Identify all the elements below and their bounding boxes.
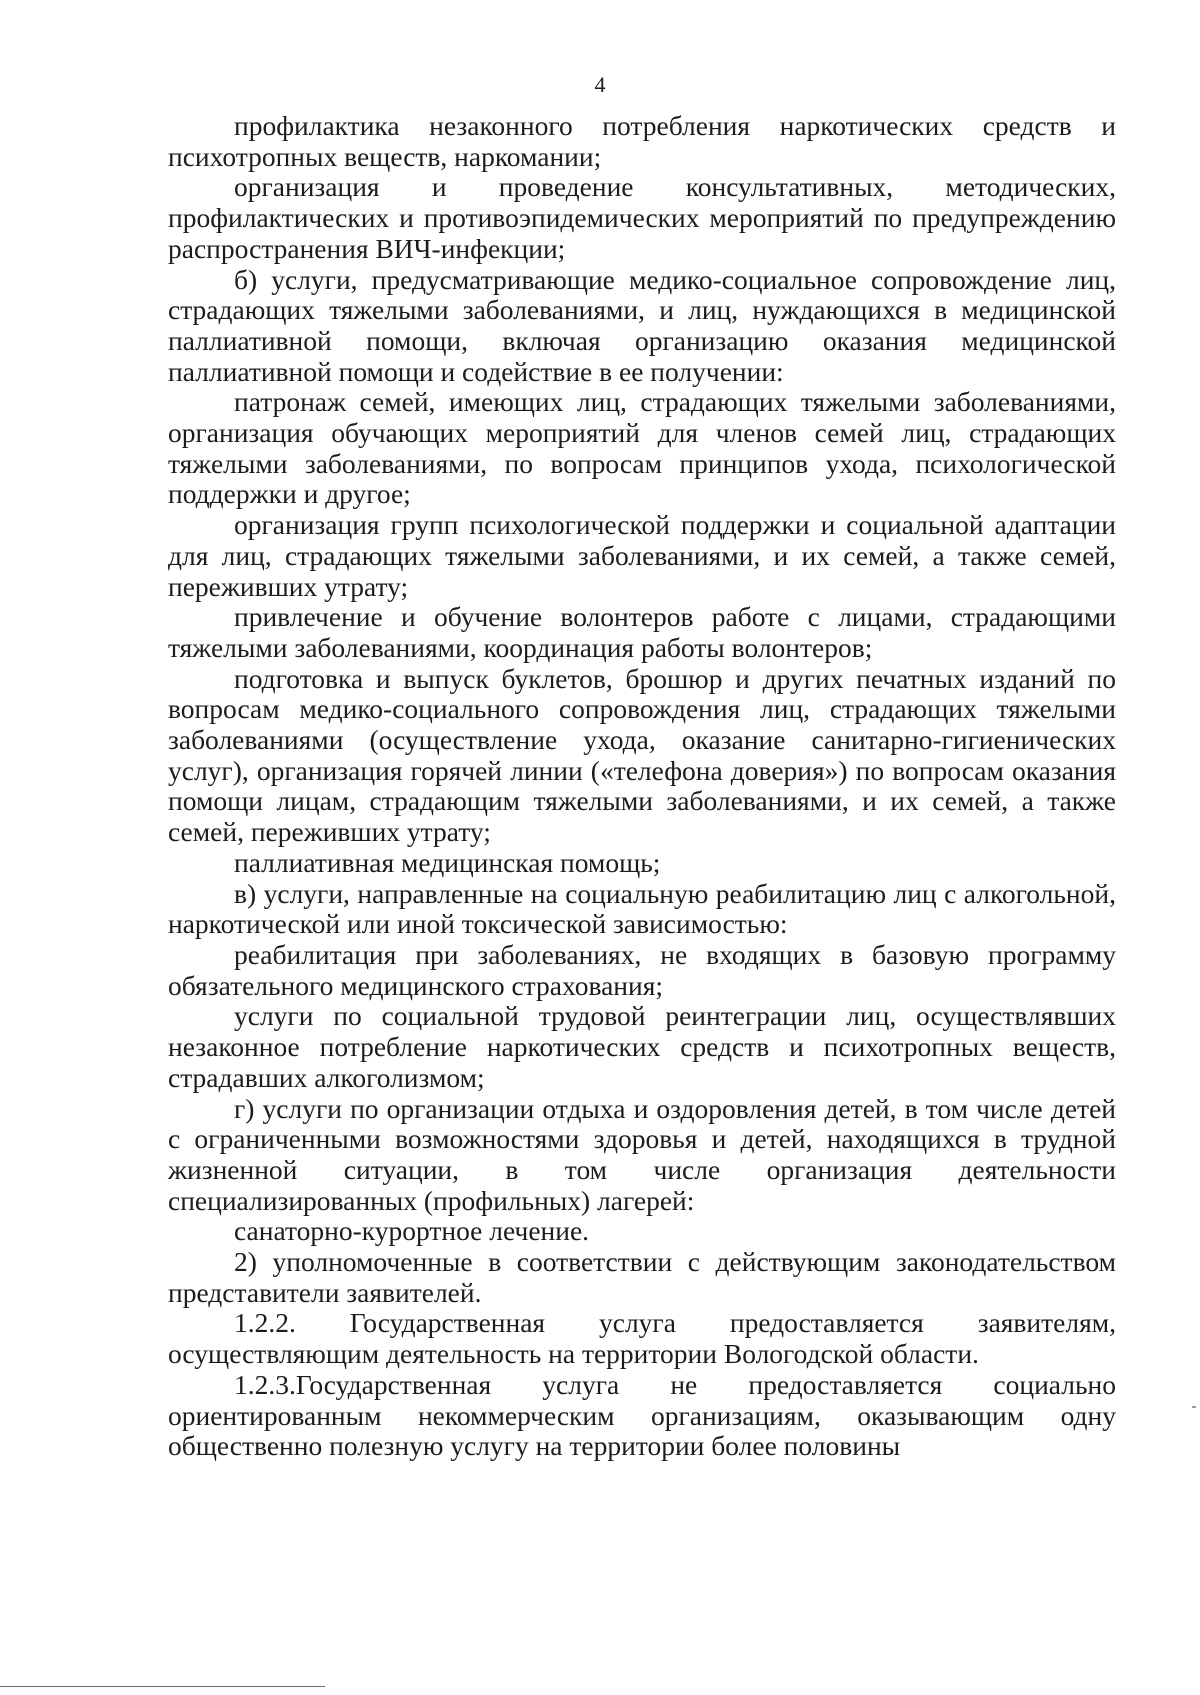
paragraph-1-2-3: 1.2.3.Государственная услуга не предоставляется социально ориентированным некоммерческим организациям, оказывающим одну общественно полезную услугу на территории более половины [168,1368,1116,1462]
paragraph-drug-prevention: профилактика незаконного потребления наркотических средств и психотропных веществ, наркомании; [168,110,1116,172]
document-body [168,111,1116,1462]
footer-rule [0,1686,325,1687]
paragraph-v-rehabilitation: в) услуги, направленные на социальную реабилитацию лиц с алкогольной, наркотической или иной токсической зависимостью: [168,877,1116,940]
paragraph-labor-reintegration: услуги по социальной трудовой реинтеграции лиц, осуществлявших незаконное потребление наркотических средств и психотропных веществ, страдавших алкоголизмом; [168,1000,1116,1093]
paragraph-support-groups: организация групп психологической поддержки и социальной адаптации для лиц, страдающих тяжелыми заболеваниями, и их семей, а также семей, переживших утрату; [168,509,1116,602]
paragraph-g-children-recreation: г) услуги по организации отдыха и оздоровления детей, в том числе детей с ограниченными возможностями здоровья и детей, находящихся в трудной жизненной ситуации, в том числе организация деятельности специализированных (профильных) лагерей: [168,1092,1116,1216]
scan-edge-mark [1192,1406,1196,1408]
paragraph-volunteers: привлечение и обучение волонтеров работе с лицами, страдающими тяжелыми заболеваниями, координация работы волонтеров; [168,601,1116,663]
paragraph-1-2-2: 1.2.2. Государственная услуга предоставляется заявителям, осуществляющим деятельность на территории Вологодской области. [168,1307,1116,1370]
page-number: 4 [594,72,606,97]
paragraph-hiv-prevention: организация и проведение консультативных, методических, профилактических и противоэпидемических мероприятий по предупреждению распространения ВИЧ-инфекции; [168,171,1116,264]
paragraph-booklets-hotline: подготовка и выпуск буклетов, брошюр и других печатных изданий по вопросам медико-социального сопровождения лиц, страдающих тяжелыми заболеваниями (осуществление ухода, оказание санитарно-гигиенических услуг), организация горячей линии («телефона доверия») по вопросам оказания помощи лицам, страдающим тяжелыми заболеваниями, и их семей, а также семей, переживших утрату; [168,662,1116,848]
paragraph-family-patronage: патронаж семей, имеющих лиц, страдающих тяжелыми заболеваниями, организация обучающих мероприятий для членов семей лиц, страдающих тяжелыми заболеваниями, по вопросам принципов ухода, психологической поддержки и другое; [168,386,1116,510]
paragraph-representatives: 2) уполномоченные в соответствии с действующим законодательством представители заявителей. [168,1246,1116,1308]
paragraph-rehab-diseases: реабилитация при заболеваниях, не входящих в базовую программу обязательного медицинского страхования; [168,938,1116,1001]
paragraph-b-medical-social-support: б) услуги, предусматривающие медико-социальное сопровождение лиц, страдающих тяжелыми заболеваниями, и лиц, нуждающихся в медицинской паллиативной помощи, включая организацию оказания медицинской паллиативной помощи и содействие в ее получении: [168,263,1116,387]
paragraph-palliative-care: паллиативная медицинская помощь; [234,846,661,878]
paragraph-sanatorium: санаторно-курортное лечение. [234,1215,590,1247]
